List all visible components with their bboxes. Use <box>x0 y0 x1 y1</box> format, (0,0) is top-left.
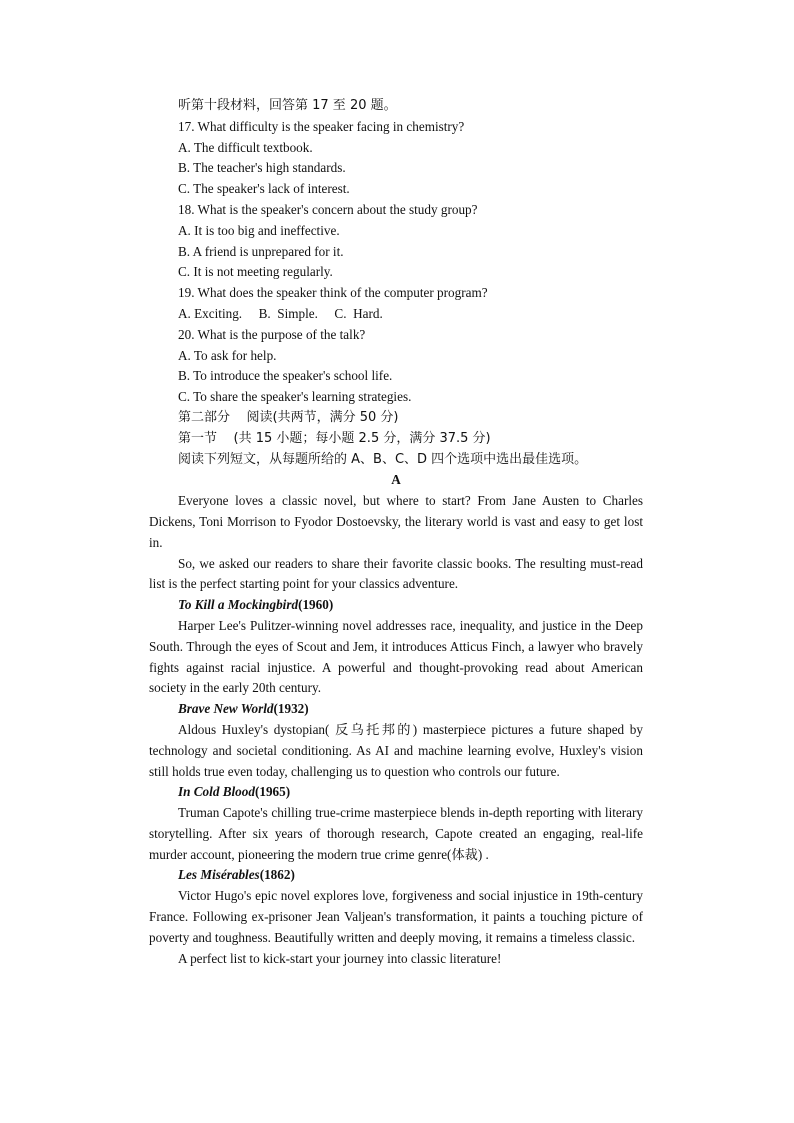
question-19-stem: 19. What does the speaker think of the computer program? <box>178 285 488 301</box>
book-title-1-name: To Kill a Mockingbird <box>178 597 299 613</box>
intro-paragraph-1: Everyone loves a classic novel, but where to start? From Jane Austen to Charles Dickens, Toni Morrison to Fyodor Dostoevsky, the literary world is vast and easy to get lost in. <box>149 493 643 550</box>
book-title-4-name: Les Misérables <box>178 867 260 883</box>
book-description-1: Harper Lee's Pulitzer-winning novel addresses race, inequality, and justice in the Deep South. Through the eyes of Scout and Jem, it introduces Atticus Finch, a lawyer who bravely fights against racial injustice. A powerful and thought-provoking read about American society in the early 20th century. <box>149 617 643 696</box>
listening-instruction: 听第十段材料，回答第 17 至 20 题。 <box>178 98 397 113</box>
reading-directions: 阅读下列短文，从每题所给的 A、B、C、D 四个选项中选出最佳选项。 <box>178 451 588 467</box>
question-17-option-a: A. The difficult textbook. <box>178 139 313 155</box>
intro-paragraph-2: So, we asked our readers to share their favorite classic books. The resulting must-read list is the perfect starting point for your classics adventure. <box>149 555 643 592</box>
book-title-2 <box>149 699 643 720</box>
question-17-option-b: B. The teacher's high standards. <box>178 160 346 176</box>
question-18-option-b: B. A friend is unprepared for it. <box>178 243 344 259</box>
reading-section-title: 第一节 (共 15 小题；每小题 2.5 分，满分 37.5 分) <box>178 430 491 446</box>
book-title-1 <box>149 595 643 616</box>
book-title-3 <box>149 782 643 803</box>
book-title-2-name: Brave New World <box>178 701 274 717</box>
book-description-2: Aldous Huxley's dystopian( 反乌托邦的) masterpiece pictures a future shaped by technology and societal conditioning. As AI and machine learning evolve, Huxley's vision still holds true even today, challenging us to question who controls our future. <box>149 721 643 779</box>
book-title-1-year: (1960) <box>298 597 334 613</box>
question-18-stem: 18. What is the speaker's concern about the study group? <box>178 201 478 217</box>
book-title-4 <box>149 865 643 886</box>
book-title-3-year: (1965) <box>254 784 291 800</box>
book-description-3: Truman Capote's chilling true-crime masterpiece blends in-depth reporting with literary storytelling. After six years of thorough research, Capote created an engaging, real-life murder account, pioneering the modern true crime genre(体裁) . <box>149 805 643 862</box>
question-20-option-b: B. To introduce the speaker's school life. <box>178 368 393 384</box>
document-page <box>149 96 643 969</box>
question-18-option-c: C. It is not meeting regularly. <box>178 264 333 280</box>
question-20-stem: 20. What is the purpose of the talk? <box>178 326 366 342</box>
passage-label: A <box>391 472 401 488</box>
book-title-3-name: In Cold Blood <box>178 784 255 800</box>
question-20-option-a: A. To ask for help. <box>178 347 277 363</box>
reading-part-title: 第二部分 阅读(共两节，满分 50 分) <box>178 409 399 425</box>
question-20-option-c: C. To share the speaker's learning strategies. <box>178 389 412 405</box>
book-title-4-year: (1862) <box>259 867 295 883</box>
book-description-4: Victor Hugo's epic novel explores love, forgiveness and social injustice in 19th-century France. Following ex-prisoner Jean Valjean's transformation, it paints a touching picture of poverty and toughness. Beautifully written and deeply moving, it remains a timeless classic. <box>149 888 643 945</box>
book-title-2-year: (1932) <box>273 701 309 717</box>
question-17-stem: 17. What difficulty is the speaker facing in chemistry? <box>178 118 465 134</box>
closing-line: A perfect list to kick-start your journey into classic literature! <box>178 950 502 966</box>
question-18-option-a: A. It is too big and ineffective. <box>178 222 340 238</box>
question-19-options: A. Exciting. B. Simple. C. Hard. <box>178 305 383 321</box>
question-17-option-c: C. The speaker's lack of interest. <box>178 181 350 197</box>
